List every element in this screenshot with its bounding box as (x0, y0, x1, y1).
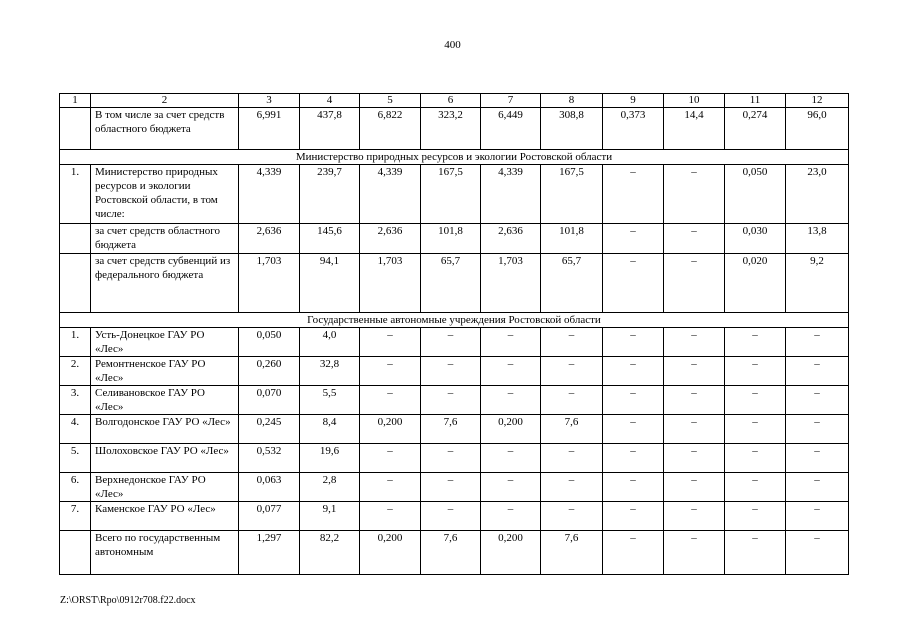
row-number (60, 108, 91, 150)
value-cell: – (603, 415, 664, 444)
row-number: 5. (60, 444, 91, 473)
value-cell: 4,339 (360, 165, 421, 224)
value-cell: 2,636 (481, 224, 541, 254)
value-cell: – (421, 357, 481, 386)
table-row (60, 224, 849, 254)
value-cell: 0,200 (481, 415, 541, 444)
row-label: Волгодонское ГАУ РО «Лес» (91, 415, 239, 444)
value-cell: 0,532 (239, 444, 300, 473)
value-cell: – (481, 473, 541, 502)
value-cell: – (481, 502, 541, 531)
value-cell: 0,063 (239, 473, 300, 502)
header-cell: 8 (541, 94, 603, 108)
header-cell: 5 (360, 94, 421, 108)
value-cell: 19,6 (300, 444, 360, 473)
section-title: Министерство природных ресурсов и экологии Ростовской области (60, 150, 849, 165)
value-cell: – (664, 531, 725, 575)
row-label: Селивановское ГАУ РО «Лес» (91, 386, 239, 415)
value-cell: 0,030 (725, 224, 786, 254)
value-cell: 2,8 (300, 473, 360, 502)
header-cell: 12 (786, 94, 849, 108)
value-cell: 8,4 (300, 415, 360, 444)
value-cell: 23,0 (786, 165, 849, 224)
row-number (60, 224, 91, 254)
value-cell: – (786, 473, 849, 502)
header-cell: 2 (91, 94, 239, 108)
value-cell: 4,339 (481, 165, 541, 224)
value-cell: 4,339 (239, 165, 300, 224)
value-cell: 4,0 (300, 328, 360, 357)
value-cell: 9,1 (300, 502, 360, 531)
value-cell: – (421, 328, 481, 357)
value-cell: 94,1 (300, 254, 360, 313)
value-cell: 1,297 (239, 531, 300, 575)
value-cell: 6,449 (481, 108, 541, 150)
table-row (60, 386, 849, 415)
value-cell: 167,5 (541, 165, 603, 224)
row-number: 4. (60, 415, 91, 444)
value-cell: – (541, 328, 603, 357)
row-label: Всего по государственным автономным (91, 531, 239, 575)
table-row (60, 254, 849, 313)
value-cell: – (664, 357, 725, 386)
value-cell: – (481, 357, 541, 386)
value-cell: – (603, 444, 664, 473)
value-cell: – (603, 531, 664, 575)
value-cell: – (481, 386, 541, 415)
value-cell: 145,6 (300, 224, 360, 254)
table-row (60, 473, 849, 502)
row-number: 2. (60, 357, 91, 386)
value-cell: 13,8 (786, 224, 849, 254)
page-number: 400 (444, 39, 461, 51)
value-cell: – (603, 473, 664, 502)
value-cell: 6,822 (360, 108, 421, 150)
header-cell: 4 (300, 94, 360, 108)
value-cell: – (541, 357, 603, 386)
value-cell: – (725, 444, 786, 473)
value-cell: – (786, 328, 849, 357)
table-row (60, 444, 849, 473)
section-title: Государственные автономные учреждения Ростовской области (60, 313, 849, 328)
row-number (60, 531, 91, 575)
table-row (60, 502, 849, 531)
header-cell: 10 (664, 94, 725, 108)
row-label: Шолоховское ГАУ РО «Лес» (91, 444, 239, 473)
file-path-footer: Z:\ORST\Rpo\0912r708.f22.docx (60, 595, 196, 606)
value-cell: – (786, 415, 849, 444)
header-cell: 6 (421, 94, 481, 108)
value-cell: 101,8 (541, 224, 603, 254)
value-cell: – (664, 444, 725, 473)
row-number (60, 254, 91, 313)
value-cell: 32,8 (300, 357, 360, 386)
value-cell: – (664, 386, 725, 415)
value-cell: – (725, 415, 786, 444)
value-cell: – (421, 473, 481, 502)
value-cell: 0,200 (360, 415, 421, 444)
header-cell: 7 (481, 94, 541, 108)
table-row (60, 415, 849, 444)
table-row (60, 108, 849, 150)
value-cell: – (725, 531, 786, 575)
value-cell: 5,5 (300, 386, 360, 415)
row-label: за счет средств областного бюджета (91, 224, 239, 254)
value-cell: 1,703 (481, 254, 541, 313)
value-cell: – (786, 531, 849, 575)
value-cell: 0,373 (603, 108, 664, 150)
value-cell: – (603, 386, 664, 415)
value-cell: – (725, 473, 786, 502)
value-cell: 65,7 (541, 254, 603, 313)
value-cell: 0,070 (239, 386, 300, 415)
value-cell: 0,020 (725, 254, 786, 313)
table-row (60, 165, 849, 224)
value-cell: – (360, 444, 421, 473)
row-label: Верхнедонское ГАУ РО «Лес» (91, 473, 239, 502)
value-cell: 0,260 (239, 357, 300, 386)
value-cell: – (481, 444, 541, 473)
value-cell: – (603, 328, 664, 357)
value-cell: – (481, 328, 541, 357)
row-label: В том числе за счет средств областного бюджета (91, 108, 239, 150)
header-cell: 11 (725, 94, 786, 108)
value-cell: 82,2 (300, 531, 360, 575)
value-cell: 239,7 (300, 165, 360, 224)
row-label: Усть-Донецкое ГАУ РО «Лес» (91, 328, 239, 357)
value-cell: – (786, 502, 849, 531)
value-cell: 167,5 (421, 165, 481, 224)
value-cell: – (421, 444, 481, 473)
value-cell: – (360, 473, 421, 502)
value-cell: – (360, 386, 421, 415)
value-cell: – (421, 386, 481, 415)
table-row (60, 357, 849, 386)
row-number: 7. (60, 502, 91, 531)
value-cell: – (786, 444, 849, 473)
value-cell: 7,6 (541, 415, 603, 444)
value-cell: 0,050 (725, 165, 786, 224)
header-cell: 9 (603, 94, 664, 108)
row-label: Каменское ГАУ РО «Лес» (91, 502, 239, 531)
value-cell: – (664, 502, 725, 531)
value-cell: 437,8 (300, 108, 360, 150)
value-cell: – (360, 328, 421, 357)
value-cell: 1,703 (239, 254, 300, 313)
value-cell: – (664, 473, 725, 502)
value-cell: – (664, 165, 725, 224)
value-cell: – (360, 357, 421, 386)
value-cell: – (603, 254, 664, 313)
value-cell: 2,636 (239, 224, 300, 254)
value-cell: 101,8 (421, 224, 481, 254)
value-cell: 7,6 (421, 531, 481, 575)
value-cell: 14,4 (664, 108, 725, 150)
value-cell: – (664, 254, 725, 313)
row-number: 3. (60, 386, 91, 415)
value-cell: – (725, 328, 786, 357)
value-cell: – (603, 165, 664, 224)
value-cell: 0,050 (239, 328, 300, 357)
value-cell: – (786, 386, 849, 415)
value-cell: – (664, 224, 725, 254)
value-cell: 96,0 (786, 108, 849, 150)
table-row (60, 328, 849, 357)
value-cell: – (603, 224, 664, 254)
value-cell: – (664, 328, 725, 357)
section-row (60, 313, 849, 328)
value-cell: – (541, 502, 603, 531)
value-cell: – (664, 415, 725, 444)
value-cell: 7,6 (541, 531, 603, 575)
row-number: 6. (60, 473, 91, 502)
data-table (59, 93, 849, 575)
value-cell: – (541, 473, 603, 502)
value-cell: – (421, 502, 481, 531)
value-cell: 0,077 (239, 502, 300, 531)
value-cell: – (541, 444, 603, 473)
value-cell: – (603, 357, 664, 386)
row-number: 1. (60, 165, 91, 224)
value-cell: 0,245 (239, 415, 300, 444)
value-cell: – (541, 386, 603, 415)
value-cell: 308,8 (541, 108, 603, 150)
row-label: за счет средств субвенций из федерального бюджета (91, 254, 239, 313)
value-cell: 65,7 (421, 254, 481, 313)
value-cell: 2,636 (360, 224, 421, 254)
value-cell: – (725, 386, 786, 415)
section-row (60, 150, 849, 165)
value-cell: 323,2 (421, 108, 481, 150)
value-cell: 0,200 (481, 531, 541, 575)
header-row (60, 94, 849, 108)
value-cell: – (360, 502, 421, 531)
row-label: Министерство природных ресурсов и экологии Ростовской области, в том числе: (91, 165, 239, 224)
value-cell: – (603, 502, 664, 531)
header-cell: 1 (60, 94, 91, 108)
value-cell: 0,274 (725, 108, 786, 150)
row-label: Ремонтненское ГАУ РО «Лес» (91, 357, 239, 386)
value-cell: – (725, 502, 786, 531)
table-row (60, 531, 849, 575)
header-cell: 3 (239, 94, 300, 108)
value-cell: 1,703 (360, 254, 421, 313)
row-number: 1. (60, 328, 91, 357)
value-cell: – (786, 357, 849, 386)
value-cell: 0,200 (360, 531, 421, 575)
value-cell: 9,2 (786, 254, 849, 313)
value-cell: – (725, 357, 786, 386)
value-cell: 6,991 (239, 108, 300, 150)
value-cell: 7,6 (421, 415, 481, 444)
